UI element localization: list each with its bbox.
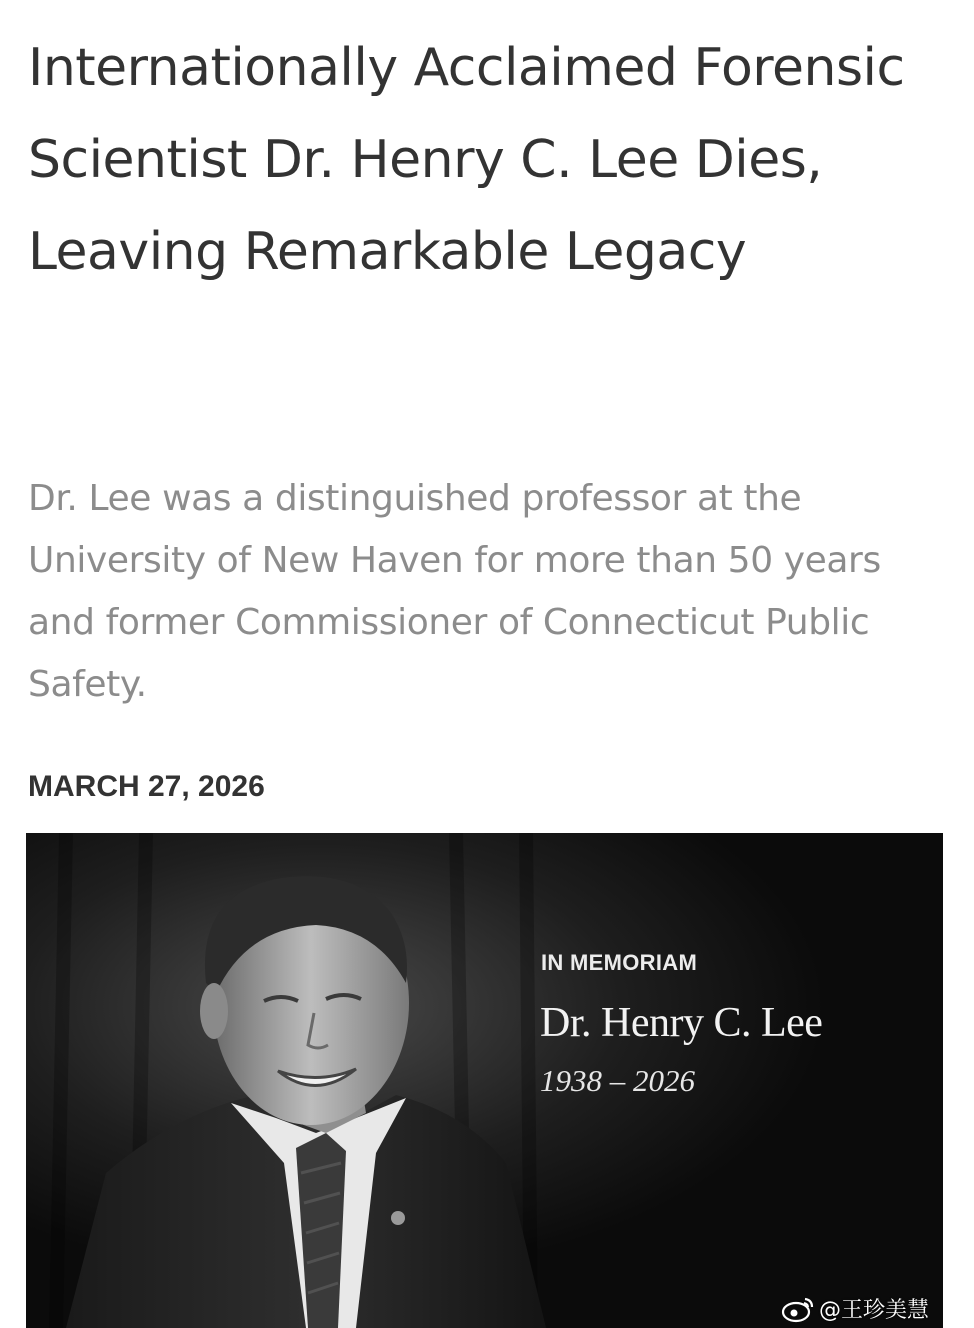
memoriam-label: IN MEMORIAM [541, 950, 698, 975]
watermark [781, 1293, 929, 1324]
weibo-icon [781, 1295, 815, 1323]
portrait-photo [26, 833, 943, 1328]
watermark-handle: @王珍美慧 [818, 1298, 929, 1323]
memoriam-years: 1938 – 2026 [540, 1063, 695, 1098]
publish-date: MARCH 27, 2026 [28, 770, 265, 803]
memorial-image [26, 833, 943, 1328]
article-summary: Dr. Lee was a distinguished professor at the University of New Haven for more than 50 years and former Commissioner of Connecticut Public Safety. [28, 478, 881, 705]
memoriam-name: Dr. Henry C. Lee [540, 1000, 823, 1046]
article-headline: Internationally Acclaimed Forensic Scientist Dr. Henry C. Lee Dies, Leaving Remarkable Legacy [28, 38, 905, 282]
